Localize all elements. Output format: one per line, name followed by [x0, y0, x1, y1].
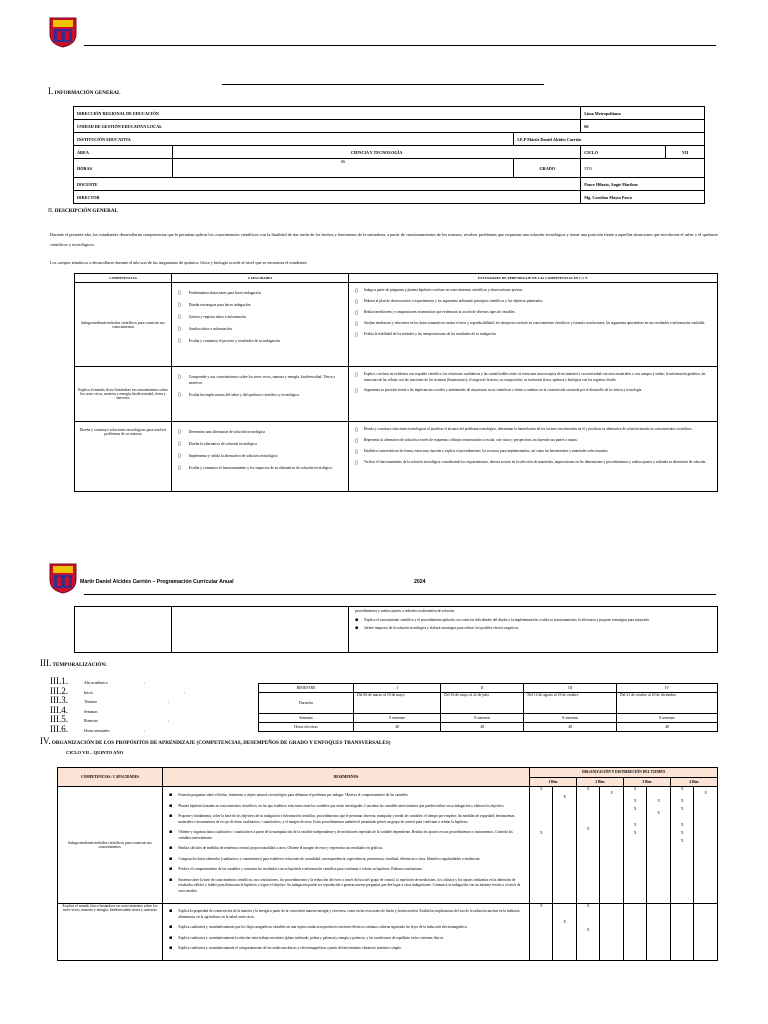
description-paragraph: Durante el presente año, los estudiantes desarrollarán competencias que le permitan aplicar los conocimientos científicos con la finalidad de dar razón de los hechos y fenómenos de la naturaleza, a partir de cuestionamientos de los mismos, resolver problemas que requieran una solución tecnológica y tomar una posición frente a aquellas situaciones que involucren el saber y el quehacer científicos y tecnológicos.: [50, 232, 718, 247]
checkbox-icon: ▯: [178, 465, 181, 471]
bullet-icon: ▪: [169, 934, 173, 941]
bullet-icon: ▪: [169, 908, 173, 914]
schedule-cell: X X: [576, 787, 599, 904]
bullet-icon: ▪: [169, 855, 173, 862]
capacity-item: ▯ Evalúa y comunica el proceso y resultados de su indagación: [178, 338, 280, 344]
schedule-cell: X X: [576, 904, 599, 961]
capacity-item: ▯ Genera y registra datos e información: [178, 314, 247, 320]
checkbox-icon: ▯: [178, 453, 181, 459]
capacity-item: ▯ Implementa y valida la alternativa de solución tecnológica: [178, 453, 278, 459]
schedule-cell: X X X X X X: [670, 787, 693, 904]
section-2-title: II. DESCRIPCIÓN GENERAL: [48, 208, 119, 214]
performance-item: ▪ Propone y fundamenta, sobre la base de los objetivos de su indagación e información científica, procedimientos que le permitan observar, manipular y medir las variables; el tiempo por emplear; las medidas de seguridad; herramientas, materiales e instrumentos de recojo de datos cualitativos / cuantitativos; y el margen de error. Estos procedimientos también le permitirán prever un grupo de control para confirmar o refutar la hipótesis.: [169, 813, 516, 824]
info-row-area: ÁREA CIENCIA Y TECNOLOGÍA CICLO VII: [74, 146, 705, 159]
checkbox-icon: ▯: [355, 449, 358, 455]
checkbox-icon: ▯: [355, 288, 358, 294]
temporalization-list: [50, 676, 250, 733]
bullet-icon: ▪: [169, 802, 173, 809]
capacity-item: ▯ Problematiza situaciones para hacer indagación: [178, 290, 261, 296]
org-header-row: COMPETENCIAS / CAPACIDADES DESEMPEÑOS ORGANIZACIÓN Y DISTRIBUCIÓN DEL TIEMPO: [58, 768, 718, 778]
checkbox-icon: ▯: [355, 460, 358, 466]
schedule-cell: X X: [647, 787, 670, 904]
temp-item: III.6. Horas semanales :: [50, 723, 146, 734]
checkbox-icon: ▯: [178, 290, 181, 296]
info-row-director: DIRECTOR Mg. Carolina Mayta Parco: [74, 191, 705, 204]
checkbox-icon: ▯: [178, 338, 181, 344]
schedule-cell: X: [553, 787, 576, 904]
bullet-icon: ▪: [169, 813, 173, 819]
checkbox-icon: ▯: [178, 374, 181, 380]
performance-item: ▪ Realiza cálculos de medidas de tendencia central, proporcionalidad u otros. Obtiene el margen de error y representa sus resultados en gráficas.: [169, 845, 383, 851]
checkbox-icon: ▯: [178, 392, 181, 398]
performance-item: ▪ Explica cualitativa y cuantitativamente el comportamiento de las ondas mecánicas y electromagnéticas a partir del movimiento vibratorio armónico simple.: [169, 945, 402, 951]
temp-item: III.1. Año académico :: [50, 676, 146, 686]
standard-item: ▯ Establece características de forma, estructura, función y explica el procedimiento, los recursos para implementarlas, así como las herramientas y materiales seleccionados.: [355, 449, 609, 455]
checkbox-icon: ▯: [355, 299, 358, 305]
standard-item: ▯ Diseña y construye soluciones tecnológicas al justificar el alcance del problema tecnológico, determinar la interrelación de los factores involucrados en él y justificar su alternativa de solución basado en conocimientos científicos.: [355, 427, 693, 433]
checkbox-icon: ▯: [178, 302, 181, 308]
temp-duration-row: Duración Del 06 de marzo al 10 de mayo Del 16 de mayo al 22 de julio Del 12 de agosto al 18 de octubre Del 21 de octubre al 20 de diciembre: [259, 693, 718, 714]
capacity-item: ▯ Determina una alternativa de solución tecnológica: [178, 429, 265, 435]
header-rule: [84, 45, 716, 46]
checkbox-icon: ▯: [178, 441, 181, 447]
school-logo-2: [48, 562, 78, 594]
competency-row-disena: Diseña y construye soluciones tecnológicas para resolver problemas de su entorno ▯ Determina una alternativa de solución tecnológica ▯ Diseña la alternativa de solución tecnológica ▯ Implementa y valida la alternativa de solución tecnológica ▯ Evalúa y comunica el funcionamiento y los impactos de su alternativa de solución tecnológica ▯ Diseña y construye soluciones tecnológicas al justificar el alcance del problema tecnológico, determinar la interrelación de los factores involucrados en él y justificar su alternativa de solución basado en conocimientos científicos. ▯ Representa la alternativa de solución a través de esquemas o dibujos estructurados a escala, con vistas y perspectivas, incluyendo sus partes o etapas. ▯ Establece características de forma, estructura, función y explica el procedimiento, los recursos para implementarlas, así como las herramientas y materiales seleccionados. ▯ Verifica el funcionamiento de la solución tecnológica considerando los requerimientos, detecta errores en la selección de materiales, imprecisiones en las dimensiones y procedimientos y realiza ajustes o rediseña su alternativa de solución.: [75, 422, 718, 492]
section-3-title: III. TEMPORALIZACIÓN:: [40, 658, 107, 668]
capacity-item: ▯ Comprende y usa conocimientos sobre los seres vivos, materia y energía, biodiversidad, Tierra y universo.: [178, 374, 336, 385]
checkbox-icon: ▯: [355, 372, 358, 378]
continuation-item: ▪ Explica el conocimiento científico y el procedimiento aplicado, así como las dificultades del diseño y la implementación, evalúa su funcionamiento, la eficiencia y propone estrategias para mejorarlo.: [355, 616, 650, 623]
performance-item: ▪ Explica cualitativa y cuantitativamente que los flujos magnéticos variables en una espira conductora producen corriente eléctrica continua o alterna siguiendo las leyes de la inducción electromagnética.: [169, 924, 468, 930]
checkbox-icon: ▯: [178, 314, 181, 320]
checkbox-icon: ▯: [355, 427, 358, 433]
continuation-line: procedimientos y realiza ajustes o rediseña su alternativa de solución.: [355, 609, 455, 613]
org-row-explica: Explica el mundo físico basándose en conocimientos sobre los seres vivos, materia y energía, biodiversidad, tierra y universo ▪ Explica la propiedad de conservación de la materia y la energía a partir de la conversión materia-energía y viceversa, como en las reacciones de fisión y fusión nuclear. Evalúa las implicancias del uso de la radiación nuclear en la industria alimentaria, en la agricultura, en la salud, entre otros. ▪ Explica cualitativa y cuantitativamente que los flujos magnéticos variables en una espira conductora producen corriente eléctrica continua o alterna siguiendo las leyes de la inducción electromagnética. ▪ Explica cualitativa y cuantitativamente la relación entre trabajo mecánico (plano inclinado, poleas y palancas), energía y potencia, y las condiciones de equilibrio en los sistemas físicos. ▪ Explica cualitativa y cuantitativamente el comportamiento de las ondas mecánicas y electromagnéticas a partir del movimiento vibratorio armónico simple. X X X X: [58, 904, 718, 961]
bullet-icon: ▪: [169, 924, 173, 930]
temp-hours-row: Horas efectivas 48 48 48 48: [259, 723, 718, 732]
organization-table: [57, 767, 718, 961]
standard-item: ▯ Representa la alternativa de solución a través de esquemas o dibujos estructurados a escala, con vistas y perspectivas, incluyendo sus partes o etapas.: [355, 438, 578, 444]
schedule-cell: [694, 904, 718, 961]
general-info-table: [73, 106, 705, 204]
standard-item: ▯ Explica, con base en evidencia con respaldo científico, las relaciones cualitativas y las cuantificables entre: la estructura microscópica de un material y su reactividad con otros materiales o con campos y ondas; la información genética, las funciones de las células con las funciones de los sistemas (homeostasis); el origen de la tierra, su composición, su evolución física, química y biológica con los registros fósiles.: [355, 372, 706, 382]
bullet-icon: ▪: [169, 829, 173, 835]
continuation-item: ▪ Infiere impactos de la solución tecnológica y elabora estrategias para reducir los posibles efectos negativos.: [355, 625, 519, 631]
capacity-item: ▯ Diseña estrategias para hacer indagación: [178, 302, 251, 308]
info-row-docente: DOCENTE Ponce Hilario, Angie Marihuz: [74, 178, 705, 191]
school-logo: [48, 16, 78, 48]
checkbox-icon: ▯: [178, 429, 181, 435]
header-rule-2: [84, 594, 716, 595]
temp-item: III.3. Término :: [50, 695, 170, 705]
performance-item: ▪ Predice el comportamiento de las variables y contrasta los resultados con su hipótesis e información científica para confirmar o refutar su hipótesis. Elabora conclusiones.: [169, 866, 423, 872]
competencies-header: COMPETENCIAS CAPACIDADES ESTÁNDARES DE APRENDIZAJE DE LAS COMPETENCIAS EN C y T.: [75, 274, 718, 283]
schedule-cell: X X X X X: [623, 787, 646, 904]
performance-item: ▪ Formula preguntas sobre el hecho, fenómeno u objeto natural o tecnológico para delimitar el problema por indagar. Observa el comportamiento de las variables.: [169, 792, 409, 798]
schedule-cell: X: [600, 787, 623, 904]
capacity-item: ▯ Evalúa las implicancias del saber y del quehacer científico y tecnológico.: [178, 392, 300, 398]
info-row-ie: INSTITUCIÓN EDUCATIVA I.E.P Mártir Daniel Alcides Carrión: [74, 133, 705, 146]
schedule-cell: [647, 904, 670, 961]
info-row-ugel: UNIDAD DE GESTIÓN EDUCATIVA LOCAL 06: [74, 120, 705, 133]
temp-item: III.4. Semanas: [50, 704, 98, 715]
info-row-dre: DIRECCIÓN REGIONAL DE EDUCACIÓN Lima Metropolitana: [74, 107, 705, 120]
bullet-icon: ▪: [355, 625, 359, 631]
bullet-icon: ▪: [169, 866, 173, 872]
competency-row-indaga: Indaga mediante métodos científicos para construir sus conocimientos ▯ Problematiza situaciones para hacer indagación ▯ Diseña estrategias para hacer indagación ▯ Genera y registra datos e información ▯ Analiza datos e información ▯ Evalúa y comunica el proceso y resultados de su indagación ▯ Indaga a partir de preguntas y plantea hipótesis con base en conocimientos científicos y observaciones previas. ▯ Elabora el plan de observaciones o experimentos y los argumenta utilizando principios científicos y los objetivos planteados. ▯ Realiza mediciones y comparaciones sistemáticas que evidencian la acción de diversos tipos de variables. ▯ Analiza tendencias y relaciones en los datos tomando en cuenta el error y reproducibilidad, los interpreta con base en conocimientos científicos y formula conclusiones, las argumenta apoyándose en sus resultados e información confiable. ▯ Evalúa la fiabilidad de los métodos y las interpretaciones de los resultados de su indagación.: [75, 283, 718, 367]
bullet-icon: ▪: [169, 845, 173, 851]
checkbox-icon: ▯: [355, 310, 358, 316]
schedule-cell: X X: [530, 787, 553, 904]
standard-item: ▯ Argumenta su posición frente a las implicancias sociales y ambientales de situaciones socio científicas o frente a cambios en la cosmovisión suscitada por el desarrollo de la ciencia y tecnología.: [355, 388, 643, 394]
checkbox-icon: ▯: [355, 332, 358, 338]
org-row-indaga: Indaga mediante métodos científicos para construir sus conocimientos. ▪ Formula preguntas sobre el hecho, fenómeno u objeto natural o tecnológico para delimitar el problema por indagar. Observa el comportamiento de las variables. ▪ Plantea hipótesis basadas en conocimientos científicos, en las que establece relaciones entre las variables que serán investigadas. Considera las variables intervinientes que pueden influir en su indagación y elabora los objetivos. ▪ Propone y fundamenta, sobre la base de los objetivos de su indagación e información científica, procedimientos que le permitan observar, manipular y medir las variables; el tiempo por emplear; las medidas de seguridad; herramientas, materiales e instrumentos de recojo de datos cualitativos / cuantitativos; y el margen de error. Estos procedimientos también le permitirán prever un grupo de control para confirmar o refutar la hipótesis. ▪ Obtiene y organiza datos cualitativos / cuantitativos a partir de la manipulación de la variable independiente y de mediciones repetidas de la variable dependiente. Realiza los ajustes en sus procedimientos o instrumentos. Controla las variables intervinientes. ▪ Realiza cálculos de medidas de tendencia central, proporcionalidad u otros. Obtiene el margen de error y representa sus resultados en gráficas. ▪ Compara los datos obtenidos (cualitativos y cuantitativos) para establecer relaciones de causalidad, correspondencia, equivalencia, pertenencia, similitud, diferencia u otros. Identifica regularidades o tendencias. ▪ Predice el comportamiento de las variables y contrasta los resultados con su hipótesis e información científica para confirmar o refutar su hipótesis. Elabora conclusiones. ▪ Sustenta sobre la base de conocimientos científicos, sus conclusiones, los procedimientos y la reducción del error a través del uso del grupo de control, la repetición de mediciones, los cálculos y los ajustes realizados en la obtención de resultados válidos y fiables para demostrar la hipótesis y lograr el objetivo. Su indagación puede ser reproducida o generar nuevas preguntas que den lugar a otras indagaciones. Comunica su indagación con un informe escrito o a través de otros medios. X X X X X X X X X X X X X X X X X X X X: [58, 787, 718, 904]
standard-item: ▯ Realiza mediciones y comparaciones sistemáticas que evidencian la acción de diversos tipos de variables.: [355, 310, 516, 316]
page-header-year: 2024: [414, 579, 426, 585]
performance-item: ▪ Compara los datos obtenidos (cualitativos y cuantitativos) para establecer relaciones de causalidad, correspondencia, equivalencia, pertenencia, similitud, diferencia u otros. Identifica regularidades o tendencias.: [169, 855, 481, 862]
bullet-icon: ▪: [169, 792, 173, 798]
page-header-title: Mártir Daniel Alcides Carrión – Programación Curricular Anual: [80, 579, 234, 585]
bullet-icon: ▪: [355, 616, 359, 623]
standard-item: ▯ Elabora el plan de observaciones o experimentos y los argumenta utilizando principios científicos y los objetivos planteados.: [355, 299, 544, 305]
temp-weeks-row: Semanas 8 semanas 8 semanas 8 semanas 8 semanas: [259, 714, 718, 723]
performance-item: ▪ Explica cualitativa y cuantitativamente la relación entre trabajo mecánico (plano inclinado, poleas y palancas), energía y potencia, y las condiciones de equilibrio en los sistemas físicos.: [169, 934, 444, 941]
performance-item: ▪ Sustenta sobre la base de conocimientos científicos, sus conclusiones, los procedimientos y la reducción del error a través del uso del grupo de control, la repetición de mediciones, los cálculos y los ajustes realizados en la obtención de resultados válidos y fiables para demostrar la hipótesis y lograr el objetivo. Su indagación puede ser reproducida o generar nuevas preguntas que den lugar a otras indagaciones. Comunica su indagación con un informe escrito o a través de otros medios.: [169, 876, 521, 893]
standard-item: ▯ Evalúa la fiabilidad de los métodos y las interpretaciones de los resultados de su indagación.: [355, 332, 497, 338]
competencies-table: [74, 273, 718, 492]
performance-item: ▪ Explica la propiedad de conservación de la materia y la energía a partir de la conversión materia-energía y viceversa, como en las reacciones de fisión y fusión nuclear. Evalúa las implicancias del uso de la radiación nuclear en la industria alimentaria, en la agricultura, en la salud, entre otros.: [169, 908, 520, 919]
schedule-cell: [670, 904, 693, 961]
temporalization-table: [258, 683, 718, 732]
standard-item: ▯ Verifica el funcionamiento de la solución tecnológica considerando los requerimientos, detecta errores en la selección de materiales, imprecisiones en las dimensiones y procedimientos y realiza ajustes o rediseña su alternativa de solución.: [355, 460, 707, 466]
standard-item: ▯ Analiza tendencias y relaciones en los datos tomando en cuenta el error y reproducibilidad, los interpreta con base en conocimientos científicos y formula conclusiones, las argumenta apoyándose en sus resultados e información confiable.: [355, 321, 706, 327]
checkbox-icon: ▯: [355, 388, 358, 394]
checkbox-icon: ▯: [178, 326, 181, 332]
topics-paragraph: Los campos temáticos a desarrollarse durante el año son de las asignaturas de química, física y biología acorde al nivel que se encuentra el estudiante.: [50, 260, 308, 265]
capacity-item: ▯ Evalúa y comunica el funcionamiento y los impactos de su alternativa de solución tecnológica: [178, 465, 332, 471]
section-4-title: IV. ORGANIZACIÓN DE LOS PROPÓSITOS DE APRENDIZAJE (COMPETENCIAS, DESEMPEÑOS DE GRADO Y ENFOQUES TRANSVERSALES): [40, 736, 391, 746]
schedule-cell: [623, 904, 646, 961]
competency-row-explica: Explica el mundo físico basándose en conocimientos sobre los seres vivos, materia y energía, biodiversidad, tierra y universo ▯ Comprende y usa conocimientos sobre los seres vivos, materia y energía, biodiversidad, Tierra y universo. ▯ Evalúa las implicancias del saber y del quehacer científico y tecnológico. ▯ Explica, con base en evidencia con respaldo científico, las relaciones cualitativas y las cuantificables entre: la estructura microscópica de un material y su reactividad con otros materiales o con campos y ondas; la información genética, las funciones de las células con las funciones de los sistemas (homeostasis); el origen de la tierra, su composición, su evolución física, química y biológica con los registros fósiles. ▯ Argumenta su posición frente a las implicancias sociales y ambientales de situaciones socio científicas o frente a cambios en la cosmovisión suscitada por el desarrollo de la ciencia y tecnología.: [75, 367, 718, 422]
org-bim-row: 1 Bim 2 Bim 3 Bim 4 Bim: [58, 777, 718, 787]
schedule-cell: X: [553, 904, 576, 961]
temp-item: III.5. Bimestre :: [50, 714, 170, 724]
schedule-cell: X: [530, 904, 553, 961]
temp-header-row: BIMESTRE I II III IV: [259, 684, 718, 693]
continuation-table: [74, 606, 718, 653]
performance-item: ▪ Obtiene y organiza datos cualitativos / cuantitativos a partir de la manipulación de la variable independiente y de mediciones repetidas de la variable dependiente. Realiza los ajustes en sus procedimientos o instrumentos. Controla las variables intervinientes.: [169, 829, 513, 840]
checkbox-icon: ▯: [355, 321, 358, 327]
section-1-title: I. INFORMACIÓN GENERAL: [48, 86, 121, 96]
schedule-cell: X: [694, 787, 718, 904]
info-row-horas: HORAS 06 GRADO 5TO: [74, 159, 705, 178]
standard-item: ▯ Indaga a partir de preguntas y plantea hipótesis con base en conocimientos científicos y observaciones previas.: [355, 288, 524, 294]
capacity-item: ▯ Analiza datos e información: [178, 326, 232, 332]
bullet-icon: ▪: [169, 876, 173, 883]
schedule-cell: [600, 904, 623, 961]
performance-item: ▪ Plantea hipótesis basadas en conocimientos científicos, en las que establece relaciones entre las variables que serán investigadas. Considera las variables intervinientes que pueden influir en su indagación y elabora los objetivos.: [169, 802, 505, 809]
title-rule: [222, 84, 544, 85]
temp-item: III.2. Inicio :: [50, 685, 186, 696]
capacity-item: ▯ Diseña la alternativa de solución tecnológica: [178, 441, 257, 447]
bullet-icon: ▪: [169, 945, 173, 951]
checkbox-icon: ▯: [355, 438, 358, 444]
section-4-subtitle: CICLO VII – QUINTO AÑO: [66, 750, 124, 755]
